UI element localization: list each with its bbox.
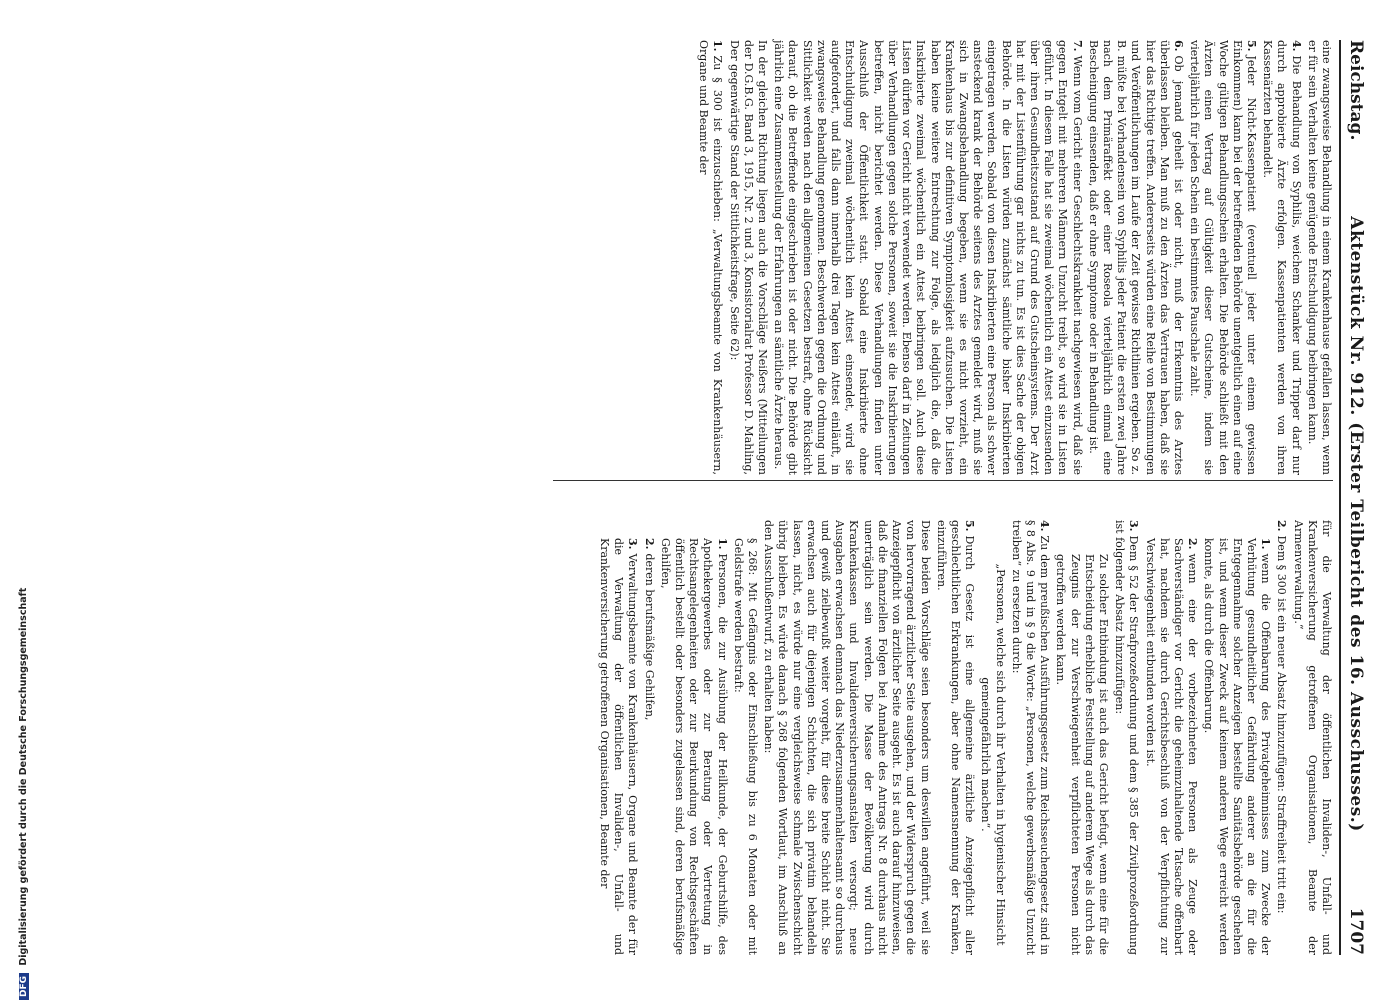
- paragraph-number: 6.: [1171, 40, 1185, 52]
- paragraph-text: § 268: Mit Gefängnis oder Einschließung bis zu 6 Monaten oder mit Geldstrafe werden bestraft:: [731, 538, 760, 955]
- paragraph-number: 4.: [1038, 520, 1052, 532]
- paragraph: [1187, 40, 1258, 475]
- column-divider: [553, 480, 1333, 481]
- paragraph-number: 2.: [642, 538, 656, 550]
- paragraph-text: In der gleichen Richtung liegen auch die Vorschläge Neißers (Mitteilungen der D.G.B.G. Band 3, 1915, Nr. 2 und 3, Konsistorialrat Professor D. Mahling, Der gegenwärtige Stand der Sittlichkeitsfrage, Seite 62):: [727, 40, 770, 475]
- paragraph: [1290, 520, 1333, 955]
- paragraph-text: Wenn vom Gericht einer Geschlechtskrankheit nachgewiesen wird, daß sie gegen Entgelt mit mehreren Männern Unzucht treibt, so wird sie in Listen geführt. In diesem Falle hat sie zweimal wöchentlich ein Attest einzusenden über ihren Gesundheitszustand auf Grund des Gutscheinsystems. Der Arzt hat mit der Listenführung gar nichts zu tun. Es ist dies Sache der obigen Behörde. In die Listen würden zunächst sämtliche bisher Inskribierten eingetragen werden. Sobald von diesen Inskribierten eine Person als schwer ansteckend krank der Behörde seitens des Arztes gemeldet wird, muß sie sich in Zwangsbehandlung begeben, wenn sie es nicht vorzieht, ein Krankenhaus bis zur definitiven Symptomlosigkeit aufzusuchen. Die Listen haben keine weitere Entrechtung zur Folge, als lediglich die, daß die Inskribierte zweimal wöchentlich ein Attest beibringen soll. Auch diese Listen dürfen vor Gericht nicht verwendet werden. Ebenso darf in Zeitungen über Verhandlungen gegen solche Personen, soweit sie die Inskribierungen betreffen, nicht berichtet werden. Diese Verhandlungen finden unter Ausschluß der Öffentlichkeit statt. Sobald eine Inskribierte ohne Entschuldigung zweimal wöchentlich kein Attest einsendet, wird sie aufgefordert, und falls dann innerhalb drei Tagen kein Attest einläuft, in zwangsweise Behandlung genommen. Beschwerden gegen die Ordnung und Sittlichkeit werden nach den allgemeinen Gesetzen bestraft, ohne Rücksicht darauf, ob die Betreffende eingeschrieben ist oder nicht. Die Behörde gibt jährlich eine Zusammenstellung der Erfahrungen an sämtliche Ärzte heraus.: [772, 40, 1084, 475]
- header-title: Aktenstück Nr. 912. (Erster Teilbericht des 16. Ausschusses.): [1346, 216, 1366, 832]
- paragraph-text: Dem § 52 der Strafprozeßordnung und dem § 385 der Zivilprozeßordnung ist folgender Absatz hinzuzufügen:: [1113, 520, 1141, 955]
- paragraph-text: Die Behandlung von Syphilis, weichem Schanker und Tripper darf nur durch approbierte Ärzte erfolgen. Kassenpatienten werden von ihren Kassenärzten behandelt.: [1261, 40, 1303, 475]
- paragraph-number: 3.: [626, 538, 640, 550]
- paragraph: [658, 520, 729, 955]
- paragraph-text: für die Verwaltung der öffentlichen Invaliden-, Unfall- und Krankenversicherung getroffenen Organisationen, Beamte der Armenverwaltung.“: [1291, 520, 1333, 955]
- paragraph: [1260, 40, 1303, 475]
- side-note: [0, 0, 30, 1000]
- side-note-text: [18, 588, 29, 1000]
- paragraph: [641, 520, 655, 955]
- paragraph: [934, 520, 977, 955]
- side-note-label: Digitalisierung gefördert durch die Deutsche Forschungsgemeinschaft: [18, 587, 29, 966]
- header-left: Reichstag.: [1346, 40, 1366, 141]
- paragraph-text: wenn eine der vorbezeichneten Personen als Zeuge oder Sachverständiger vor Gericht die geheimzuhaltende Tatsache offenbart hat, nachdem sie durch Gerichtsbeschluß von der Verpflichtung zur Verschwiegenheit entbunden worden ist.: [1143, 538, 1200, 955]
- paragraph-text: Durch Gesetz ist eine allgemeine ärztliche Anzeigepflicht aller geschlechtlichen Erkrankungen, aber ohne Namensnennung der Kranken, einzuführen.: [934, 520, 977, 955]
- paragraph-number: 5.: [963, 520, 977, 532]
- paragraph: [771, 40, 1083, 475]
- paragraph: [761, 520, 931, 955]
- paragraph: [731, 520, 759, 955]
- paragraph-text: Ob jemand geheilt ist oder nicht, muß der Erkenntnis des Arztes überlassen bleiben. Man muß zu den Ärzten das Vertrauen haben, daß sie hier das Richtige treffen. Andererseits würden eine Reihe von Bestimmungen und Veröffentlichungen im Laufe der Zeit gewisse Richtlinien ergeben. So z. B. müßte bei Vorhandensein von Syphilis jeder Patient die ersten zwei Jahre nach dem Primäraffekt oder einer Roseola vierteljährlich einmal eine Bescheinigung einsenden, daß er ohne Symptome oder in Behandlung ist.: [1086, 40, 1185, 475]
- paragraph-number: 5.: [1244, 40, 1258, 52]
- paragraph: [1112, 520, 1140, 955]
- paragraph: [696, 40, 724, 475]
- paragraph: [1274, 520, 1288, 955]
- paragraph: [726, 40, 769, 475]
- paragraph: [1086, 40, 1185, 475]
- page-number: 1707: [1346, 907, 1366, 955]
- paragraph-text: Jeder Nicht-Kassenpatient (eventuell jeder unter einem gewissen Einkommen) kann bei der betreffenden Behörde unentgeltlich einen auf eine Woche gültigen Behandlungsschein erhalten. Die Behörde schließt mit den Ärzten einen Vertrag auf Gültigkeit dieser Gutscheine, indem sie vierteljährlich für jeden Schein ein bestimmtes Pauschale zahlt.: [1188, 40, 1258, 475]
- paragraph-text: Dem § 300 ist ein neuer Absatz hinzuzufügen: Straffreiheit tritt ein:: [1275, 535, 1289, 914]
- paragraph-number: 1.: [715, 538, 729, 550]
- paragraph-number: 2.: [1275, 520, 1289, 532]
- paragraph-number: 7.: [1070, 40, 1084, 52]
- paragraph-text: wenn die Offenbarung des Privatgeheimnisses zum Zwecke der Verhütung gesundheitlicher Gefährdung anderer an die für die Entgegennahme solcher Anzeigen bestellte Sanitätsbehörde geschehen ist, und wenn dieser Zweck auf keinem anderen Wege erreicht werden konnte, als durch die Offenbarung.: [1202, 538, 1273, 955]
- paragraph-text: Diese beiden Vorschläge seien besonders um deswillen angeführt, weil sie von hervorragend ärztlicher Seite ausgehen, und der Widerspruch gegen die Anzeigepflicht von ärztlicher Seite ausgeht. Es ist auch darauf hinzuweisen, daß die finanziellen Folgen bei Annahme des Antrags Nr. 8 durchaus nicht unerträglich sein werden. Die Masse der Bevölkerung wird durch Krankenkassen und Invalidenversicherungsanstalten versorgt; neue Ausgaben erwachsen demnach das Niederzusammenhaltensamt so durchaus und gewiß zielbewußt weiter vorgeht, für diese breite Schicht nicht. Sie erwachsen auch für diejenigen Schichten, die sich privatim behandeln lassen, nicht, es würde nur eine vergleichsweise schmale Zwischenschicht übrig bleiben. Es würde danach § 268 folgenden Wortlaut, im Anschluß an den Ausschußentwurf, zu erhalten haben:: [762, 520, 932, 955]
- paragraph: [1009, 520, 1052, 955]
- paragraph-number: 4.: [1289, 40, 1303, 52]
- paragraph: [978, 520, 1006, 955]
- paragraph-text: Personen, die zur Ausübung der Heilkunde, der Geburtshilfe, des Apothekergewerbes oder zur Beratung oder Vertretung in Rechtsangelegenheiten oder zur Beurkundung von Rechtsgeschäften öffentlich bestellt oder besonders zugelassen sind, deren berufsmäßige Gehilfen,: [658, 538, 729, 955]
- paragraph-text: Zu solcher Entbindung ist auch das Gericht befugt, wenn eine für die Entscheidung erhebliche Feststellung auf anderem Wege als durch das Zeugnis der zur Verschwiegenheit verpflichteten Personen nicht getroffen werden kann.: [1054, 554, 1110, 955]
- paragraph-number: 1.: [711, 40, 725, 52]
- paragraph-number: 2.: [1186, 538, 1200, 550]
- paragraph: [1053, 520, 1110, 955]
- dfg-badge: DFG: [19, 973, 29, 1000]
- paragraph-text: deren berufsmäßige Gehilfen,: [642, 553, 656, 721]
- paragraph: [1305, 40, 1333, 475]
- paragraph: [1142, 520, 1199, 955]
- paragraph: [597, 520, 640, 955]
- paragraph-number: 1.: [1259, 538, 1273, 550]
- page-header: [1339, 40, 1371, 955]
- paragraph-text: Zu dem preußischen Ausführungsgesetz zum Reichsseuchengesetz sind in § 8 Abs. 9 und in § 9 die Worte: „Personen, welche gewerbsmäßige Unzucht treiben“ zu ersetzen durch:: [1009, 520, 1052, 955]
- paragraph-text: eine zwangsweise Behandlung in einem Krankenhause gefallen lassen, wenn er für sein Verhalten keine genügende Entschuldigung beibringen kann.: [1305, 40, 1333, 475]
- paragraph-text: Zu § 300 ist einzuschieben: „Verwaltungsbeamte von Krankenhäusern, Organe und Beamte der: [697, 40, 725, 475]
- left-column: [694, 40, 1333, 475]
- paragraph: [1201, 520, 1272, 955]
- paragraph-number: 3.: [1127, 520, 1141, 532]
- paragraph-text: Verwaltungsbeamte von Krankenhäusern, Organe und Beamte der für die Verwaltung der öffentlichen Invaliden-, Unfall- und Krankenversicherung getroffenen Organisationen, Beamte der: [598, 538, 640, 955]
- paragraph-text: „Personen, welche sich durch ihr Verhalten in hygienischer Hinsicht gemeingefährlich machen“.: [979, 563, 1007, 946]
- right-column: [595, 520, 1333, 955]
